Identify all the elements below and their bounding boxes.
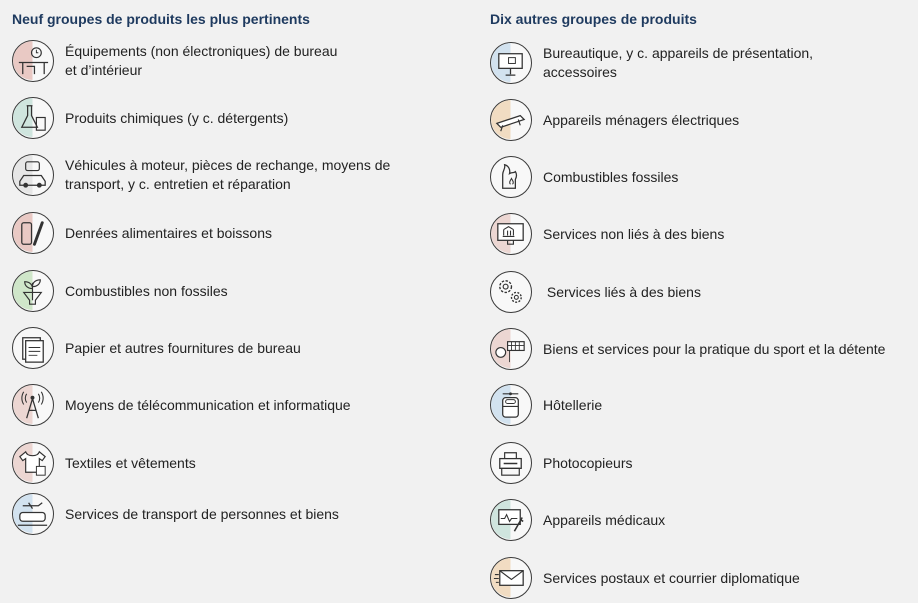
- list-item-label: Combustibles fossiles: [543, 168, 679, 185]
- gears-icon: [490, 271, 532, 313]
- list-item-label: Services postaux et courrier diplomatique: [543, 569, 800, 586]
- list-item: [490, 496, 665, 544]
- photocopier-icon: [490, 442, 532, 484]
- textiles-icon: [12, 442, 54, 484]
- list-item-label: Biens et services pour la pratique du sport et la détente: [543, 340, 886, 357]
- list-item: [12, 267, 228, 315]
- list-item-label: Denrées alimentaires et boissons: [65, 224, 272, 241]
- list-item: [490, 268, 701, 316]
- list-item-label: Équipements (non électroniques) de bureau et d’intérieur: [65, 43, 338, 78]
- postal-icon: [490, 557, 532, 599]
- list-item: [12, 209, 272, 257]
- hotel-bed-icon: [490, 384, 532, 426]
- list-item-label: Bureautique, y c. appareils de présentation, accessoires: [543, 45, 814, 80]
- list-item: [490, 96, 739, 144]
- food-drinks-icon: [12, 212, 54, 254]
- list-item: [12, 439, 196, 487]
- list-item: [490, 153, 678, 201]
- list-item-label: Véhicules à moteur, pièces de rechange, moyens de transport, y c. entretien et réparation: [65, 157, 391, 192]
- list-item: [12, 94, 288, 142]
- list-item-label: Combustibles non fossiles: [65, 282, 228, 299]
- list-item: [490, 381, 602, 429]
- list-item-label: Papier et autres fournitures de bureau: [65, 339, 301, 356]
- list-item-label: Moyens de télécommunication et informatique: [65, 396, 351, 413]
- list-item-label: Textiles et vêtements: [65, 454, 196, 471]
- office-furniture-icon: [12, 40, 54, 82]
- biofuel-icon: [12, 270, 54, 312]
- transport-services-icon: [12, 493, 54, 535]
- list-item-label: Photocopieurs: [543, 454, 633, 471]
- list-item: [12, 37, 337, 85]
- fossil-fuels-icon: [490, 156, 532, 198]
- list-item: [12, 324, 301, 372]
- office-equipment-icon: [490, 42, 532, 84]
- paper-icon: [12, 327, 54, 369]
- list-item: [490, 554, 800, 602]
- list-item: [490, 325, 885, 373]
- list-item: [12, 381, 351, 429]
- vehicle-icon: [12, 154, 54, 196]
- list-item-label: Services de transport de personnes et biens: [65, 505, 339, 522]
- right-column-title: Dix autres groupes de produits: [490, 11, 697, 27]
- list-item: [490, 210, 724, 258]
- list-item-label: Appareils ménagers électriques: [543, 111, 740, 128]
- chemicals-icon: [12, 97, 54, 139]
- list-item: [490, 39, 813, 87]
- list-item: [490, 439, 633, 487]
- list-item-label: Appareils médicaux: [543, 511, 666, 528]
- list-item: [12, 490, 339, 538]
- services-monitor-icon: [490, 213, 532, 255]
- list-item-label: Services non liés à des biens: [543, 225, 725, 242]
- sports-icon: [490, 328, 532, 370]
- left-column-title: Neuf groupes de produits les plus pertinents: [12, 11, 310, 27]
- household-appliances-icon: [490, 99, 532, 141]
- medical-device-icon: [490, 499, 532, 541]
- list-item-label: Services liés à des biens: [543, 283, 701, 300]
- list-item-label: Hôtellerie: [543, 396, 603, 413]
- telecom-icon: [12, 384, 54, 426]
- list-item-label: Produits chimiques (y c. détergents): [65, 109, 289, 126]
- list-item: [12, 151, 390, 199]
